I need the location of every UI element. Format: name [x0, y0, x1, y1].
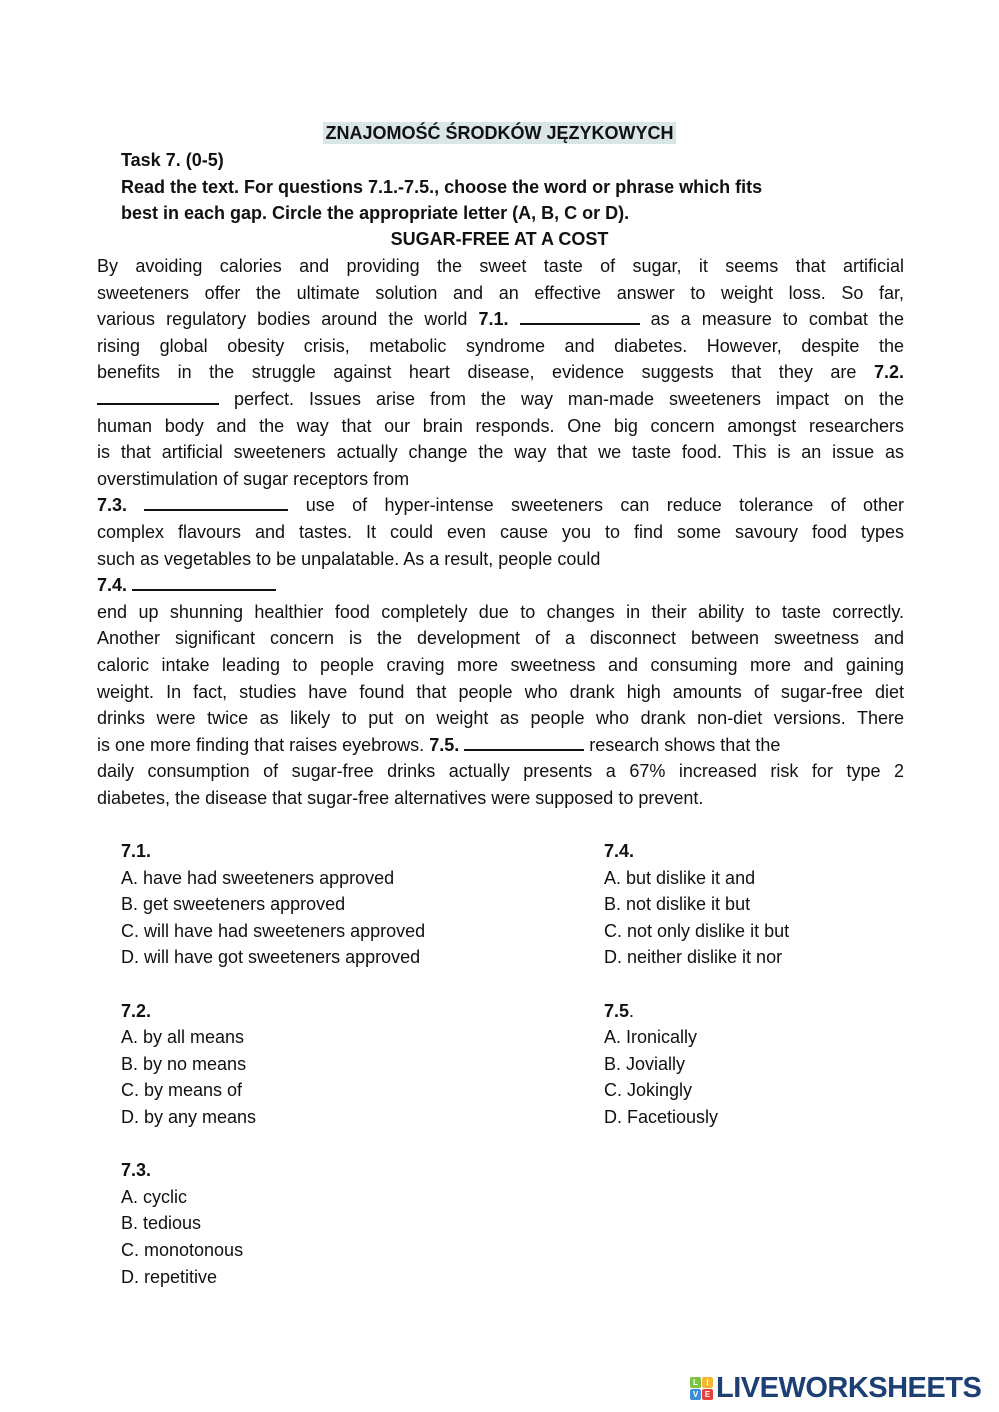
option-b[interactable]: B. Jovially	[604, 1053, 686, 1074]
option-c[interactable]: C. will have had sweeteners approved	[121, 920, 426, 941]
tile-e: E	[702, 1389, 713, 1400]
passage-line: complex flavours and tastes. It could even cause you to find some savoury food types	[97, 521, 904, 542]
passage-line: sweeteners offer the ultimate solution and an effective answer to weight loss. So far,	[97, 282, 904, 303]
gap-label-7-1: 7.1.	[478, 309, 509, 330]
question-7-1	[121, 838, 425, 971]
questions-left-column	[121, 838, 425, 1317]
instructions-line-2: best in each gap. Circle the appropriate letter (A, B, C or D).	[121, 203, 630, 223]
question-number-wrap	[604, 998, 789, 1025]
passage-line: caloric intake leading to people craving more sweetness and consuming more and gaining	[97, 654, 904, 675]
section-title-text: ZNAJOMOŚĆ ŚRODKÓW JĘZYKOWYCH	[325, 123, 674, 143]
task-label: Task 7. (0-5)	[121, 150, 224, 170]
gap-label-7-3: 7.3.	[97, 495, 128, 516]
instructions-line-1: Read the text. For questions 7.1.-7.5., choose the word or phrase which fits	[121, 176, 763, 197]
question-7-5	[604, 998, 789, 1131]
option-c[interactable]: C. monotonous	[121, 1239, 244, 1260]
gap-7-4-blank[interactable]	[132, 573, 276, 591]
option-a[interactable]: A. Ironically	[604, 1027, 698, 1048]
text-title: SUGAR-FREE AT A COST	[390, 229, 609, 249]
question-number: 7.4.	[604, 841, 635, 861]
passage-line	[97, 306, 904, 333]
section-title	[0, 121, 999, 145]
passage-line: overstimulation of sugar receptors from	[97, 468, 410, 489]
option-d[interactable]: D. by any means	[121, 1106, 257, 1127]
question-number: 7.1.	[121, 841, 152, 861]
option-c[interactable]: C. not only dislike it but	[604, 920, 790, 941]
option-c[interactable]: C. Jokingly	[604, 1080, 693, 1101]
passage-line	[97, 359, 904, 386]
passage-line: diabetes, the disease that sugar-free alternatives were supposed to prevent.	[97, 787, 704, 808]
tile-v: V	[690, 1389, 701, 1400]
passage-text: use of hyper-intense sweeteners can reduce tolerance of other	[305, 495, 904, 516]
option-c[interactable]: C. by means of	[121, 1080, 243, 1101]
passage-text: as a measure to combat the	[650, 309, 904, 330]
live-tiles-icon	[690, 1377, 713, 1400]
question-number: 7.2.	[121, 1000, 152, 1021]
option-d[interactable]: D. neither dislike it nor	[604, 947, 783, 968]
option-b[interactable]: B. not dislike it but	[604, 894, 751, 915]
passage-line	[97, 386, 904, 413]
option-b[interactable]: B. get sweeteners approved	[121, 894, 346, 915]
option-a[interactable]: A. have had sweeteners approved	[121, 867, 395, 888]
passage-line	[97, 732, 904, 759]
gap-7-5-blank[interactable]	[464, 733, 584, 751]
passage-line: end up shunning healthier food completely due to changes in their ability to taste correctly.	[97, 601, 904, 622]
questions-right-column	[604, 838, 789, 1157]
passage-line: daily consumption of sugar-free drinks actually presents a 67% increased risk for type 2	[97, 761, 904, 782]
passage-text: research shows that the	[589, 734, 781, 755]
question-number: 7.5	[604, 1000, 630, 1021]
option-a[interactable]: A. cyclic	[121, 1186, 188, 1207]
tile-i: I	[702, 1377, 713, 1388]
option-b[interactable]: B. tedious	[121, 1213, 202, 1234]
question-7-3	[121, 1157, 425, 1290]
gap-7-1-blank[interactable]	[520, 307, 640, 325]
option-b[interactable]: B. by no means	[121, 1053, 247, 1074]
passage-text: perfect. Issues arise from the way man-made sweeteners impact on the	[233, 388, 904, 409]
passage-line: drinks were twice as likely to put on weight as people who drank non-diet versions. There	[97, 708, 904, 729]
question-7-2	[121, 998, 425, 1131]
liveworksheets-logo	[690, 1374, 981, 1402]
gap-label-7-2: 7.2.	[873, 362, 904, 383]
question-number: 7.3.	[121, 1160, 152, 1181]
logo-text: LIVEWORKSHEETS	[716, 1372, 982, 1404]
passage-text: benefits in the struggle against heart disease, evidence suggests that they are	[97, 362, 857, 383]
question-number-suffix: .	[629, 1000, 635, 1021]
passage-line: Another significant concern is the development of a disconnect between sweetness and	[97, 628, 904, 649]
gap-7-3-blank[interactable]	[144, 493, 288, 511]
option-a[interactable]: A. but dislike it and	[604, 867, 756, 888]
passage-text: various regulatory bodies around the world	[97, 309, 468, 330]
passage-text: is one more finding that raises eyebrows.	[97, 734, 425, 755]
passage-line: human body and the way that our brain responds. One big concern amongst researchers	[97, 415, 904, 436]
task-instructions	[121, 147, 881, 227]
option-d[interactable]: D. Facetiously	[604, 1106, 719, 1127]
passage-line: By avoiding calories and providing the sweet taste of sugar, it seems that artificial	[97, 256, 904, 276]
passage-line	[97, 492, 904, 519]
passage-line: weight. In fact, studies have found that people who drank high amounts of sugar-free diet	[97, 681, 904, 702]
option-a[interactable]: A. by all means	[121, 1027, 245, 1048]
passage-line	[97, 572, 904, 599]
tile-l: L	[690, 1377, 701, 1388]
option-d[interactable]: D. repetitive	[121, 1266, 218, 1287]
gap-label-7-4: 7.4.	[97, 575, 128, 596]
question-7-4	[604, 838, 789, 971]
gap-label-7-5: 7.5.	[429, 734, 460, 755]
gap-7-2-blank[interactable]	[97, 387, 219, 405]
passage-line: such as vegetables to be unpalatable. As a result, people could	[97, 548, 601, 569]
reading-passage	[97, 253, 904, 811]
option-d[interactable]: D. will have got sweeteners approved	[121, 947, 421, 968]
passage-line: is that artificial sweeteners actually change the way that we taste food. This is an issue as	[97, 442, 904, 463]
passage-line: rising global obesity crisis, metabolic syndrome and diabetes. However, despite the	[97, 335, 904, 356]
